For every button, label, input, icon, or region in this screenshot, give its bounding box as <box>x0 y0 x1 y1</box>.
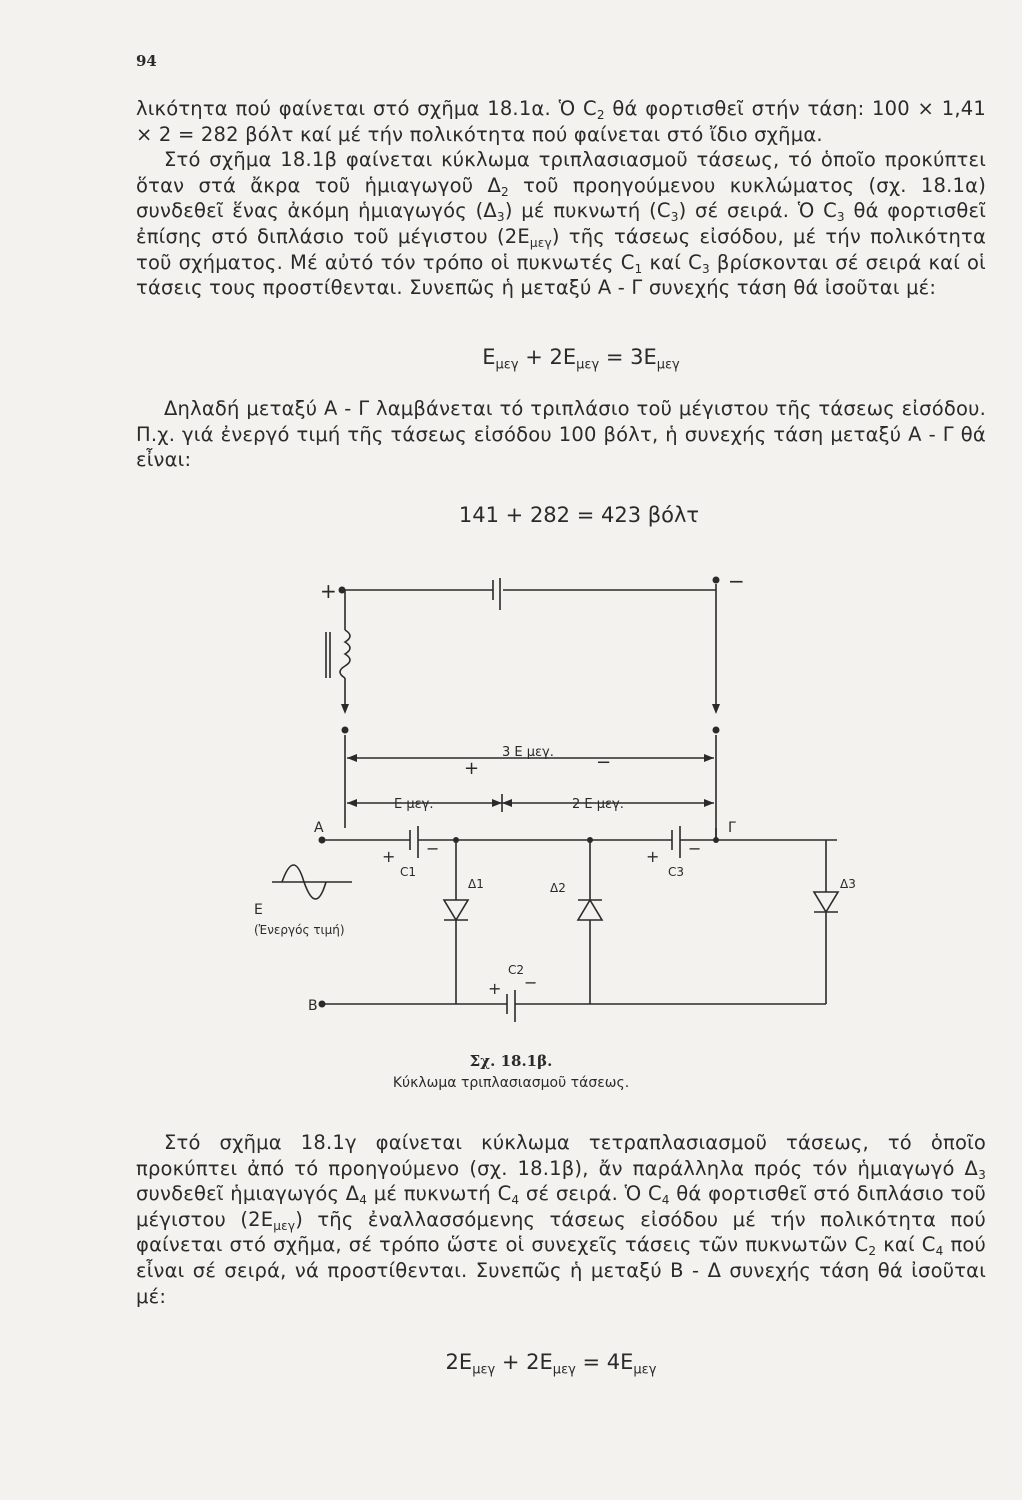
node-b-label: Β <box>308 998 318 1014</box>
c3-minus: − <box>688 839 702 858</box>
junction-dot <box>713 837 719 843</box>
paragraph-1: λικότητα πού φαίνεται στό σχῆμα 18.1α. Ὁ $C_2$ θά φορτισθεῖ στήν τάση: 100 × 1,41 × 2 = 282 βόλτ καί μέ τήν πολικότητα πού φαίνεται στό ἴδιο σχῆμα. Στό σχῆμα 18.1β φαίνεται κύκλωμα τριπλασιασμοῦ τάσεως, τό ὁποῖο προκύπτει ὅταν στά ἄκρα τοῦ ἡμιαγωγοῦ $\Delta_2$ τοῦ προηγούμενου κυκλώματος (σχ. 18.1α) συνδεθεῖ ἕνας ἀκόμη ἡμιαγωγός $(\Delta_3)$ μέ πυκνωτή $(C_3)$ σέ σειρά. Ὁ $C_3$ θά φορτισθεῖ ἐπίσης στό διπλάσιο τοῦ μέγιστου $(2E_{\mu\varepsilon\gamma})$ τῆς τάσεως εἰσόδου, μέ τήν πολικότητα τοῦ σχήματος. Μέ αὐτό τόν τρόπο οἱ πυκνωτές $C_1$ καί $C_3$ βρίσκονται σέ σειρά καί οἱ τάσεις τους προστίθενται. Συνεπῶς ἡ μεταξύ Α - Γ συνεχής τάση θά ἰσοῦται μέ: <box>136 97 986 300</box>
junction-dot <box>453 837 459 843</box>
c1-plus: + <box>382 847 396 866</box>
d3-label: Δ3 <box>840 877 856 891</box>
inductor-coil <box>340 630 350 678</box>
c1-minus: − <box>426 839 440 858</box>
label-3e: 3 Ε μεγ. <box>502 745 554 760</box>
d1-diode-icon <box>444 900 468 920</box>
label-2e: 2 Ε μεγ. <box>572 797 624 812</box>
d2-diode-icon <box>578 900 602 920</box>
minus-top: − <box>728 570 745 593</box>
c2-label: C2 <box>508 963 525 977</box>
arrow-right-icon <box>492 799 502 807</box>
plus-mid: + <box>464 758 480 779</box>
arrow-left-icon <box>347 754 357 762</box>
label-e: Ε μεγ. <box>394 797 434 812</box>
d2-label: Δ2 <box>550 881 566 895</box>
terminal-dot <box>342 727 349 734</box>
node-b-dot <box>319 1001 326 1008</box>
d1-label: Δ1 <box>468 877 484 891</box>
caption-title: Σχ. 18.1β. <box>469 1052 553 1070</box>
arrow-down-icon <box>341 704 349 714</box>
plus-top: + <box>320 579 337 603</box>
equation-triple: $E_{\mu\varepsilon\gamma} + 2E_{\mu\varepsilon\gamma} = 3E_{\mu\varepsilon\gamma}$ <box>482 345 680 373</box>
figure-caption <box>0 1052 1022 1091</box>
minus-mid: − <box>596 752 612 773</box>
c3-label: C3 <box>668 865 685 879</box>
d3-diode-icon <box>814 892 838 912</box>
paragraph-3: Στό σχῆμα 18.1γ φαίνεται κύκλωμα τετραπλασιασμοῦ τάσεως, τό ὁποῖο προκύπτει ἀπό τό προηγούμενο (σχ. 18.1β), ἄν παράλληλα πρός τόν ἡμιαγωγό $\Delta_3$ συνδεθεῖ ἡμιαγωγός $\Delta_4$ μέ πυκνωτή $C_4$ σέ σειρά. Ὁ $C_4$ θά φορτισθεῖ στό διπλάσιο τοῦ μέγιστου $(2E_{\mu\varepsilon\gamma})$ τῆς ἐναλλασσόμενης τάσεως εἰσόδου μέ τήν πολικότητα πού φαίνεται στό σχῆμα, σέ τρόπο ὥστε οἱ συνεχεῖς τάσεις τῶν πυκνωτῶν $C_2$ καί $C_4$ πού εἶναι σέ σειρά, νά προστίθενται. Συνεπῶς ἡ μεταξύ Β - Δ συνεχής τάση θά ἰσοῦται μέ: <box>136 1131 986 1308</box>
node-a-dot <box>319 837 326 844</box>
c1-label: C1 <box>400 865 417 879</box>
arrow-right-icon <box>704 799 714 807</box>
rms-label: (Ἐνεργός τιμή) <box>254 923 345 937</box>
terminal-dot <box>713 577 720 584</box>
arrow-left-icon <box>347 799 357 807</box>
equation-numeric: 141 + 282 = 423 βόλτ <box>458 503 700 527</box>
node-e-label: Ε <box>254 902 263 918</box>
equation-quadruple: $2E_{\mu\varepsilon\gamma} + 2E_{\mu\varepsilon\gamma} = 4E_{\mu\varepsilon\gamma}$ <box>445 1350 657 1378</box>
arrow-right-icon <box>704 754 714 762</box>
node-a-label: Α <box>314 820 324 836</box>
terminal-dot <box>339 587 346 594</box>
caption-subtitle: Κύκλωμα τριπλασιασμοῦ τάσεως. <box>392 1075 630 1091</box>
c3-plus: + <box>646 847 660 866</box>
terminal-dot <box>713 727 720 734</box>
page-number: 94 <box>136 52 157 70</box>
c2-plus: + <box>488 979 502 998</box>
junction-dot <box>587 837 593 843</box>
arrow-down-icon <box>712 704 720 714</box>
arrow-left-icon <box>502 799 512 807</box>
paragraph-2: Δηλαδή μεταξύ Α - Γ λαμβάνεται τό τριπλάσιο τοῦ μέγιστου τῆς τάσεως εἰσόδου. Π.χ. γιά ἐνεργό τιμή τῆς τάσεως εἰσόδου 100 βόλτ, ἡ συνεχής τάση μεταξύ Α - Γ θά εἶναι: <box>136 397 986 472</box>
c2-minus: − <box>524 973 538 992</box>
tripler-circuit-diagram <box>232 570 872 1050</box>
node-g-label: Γ <box>728 820 736 836</box>
